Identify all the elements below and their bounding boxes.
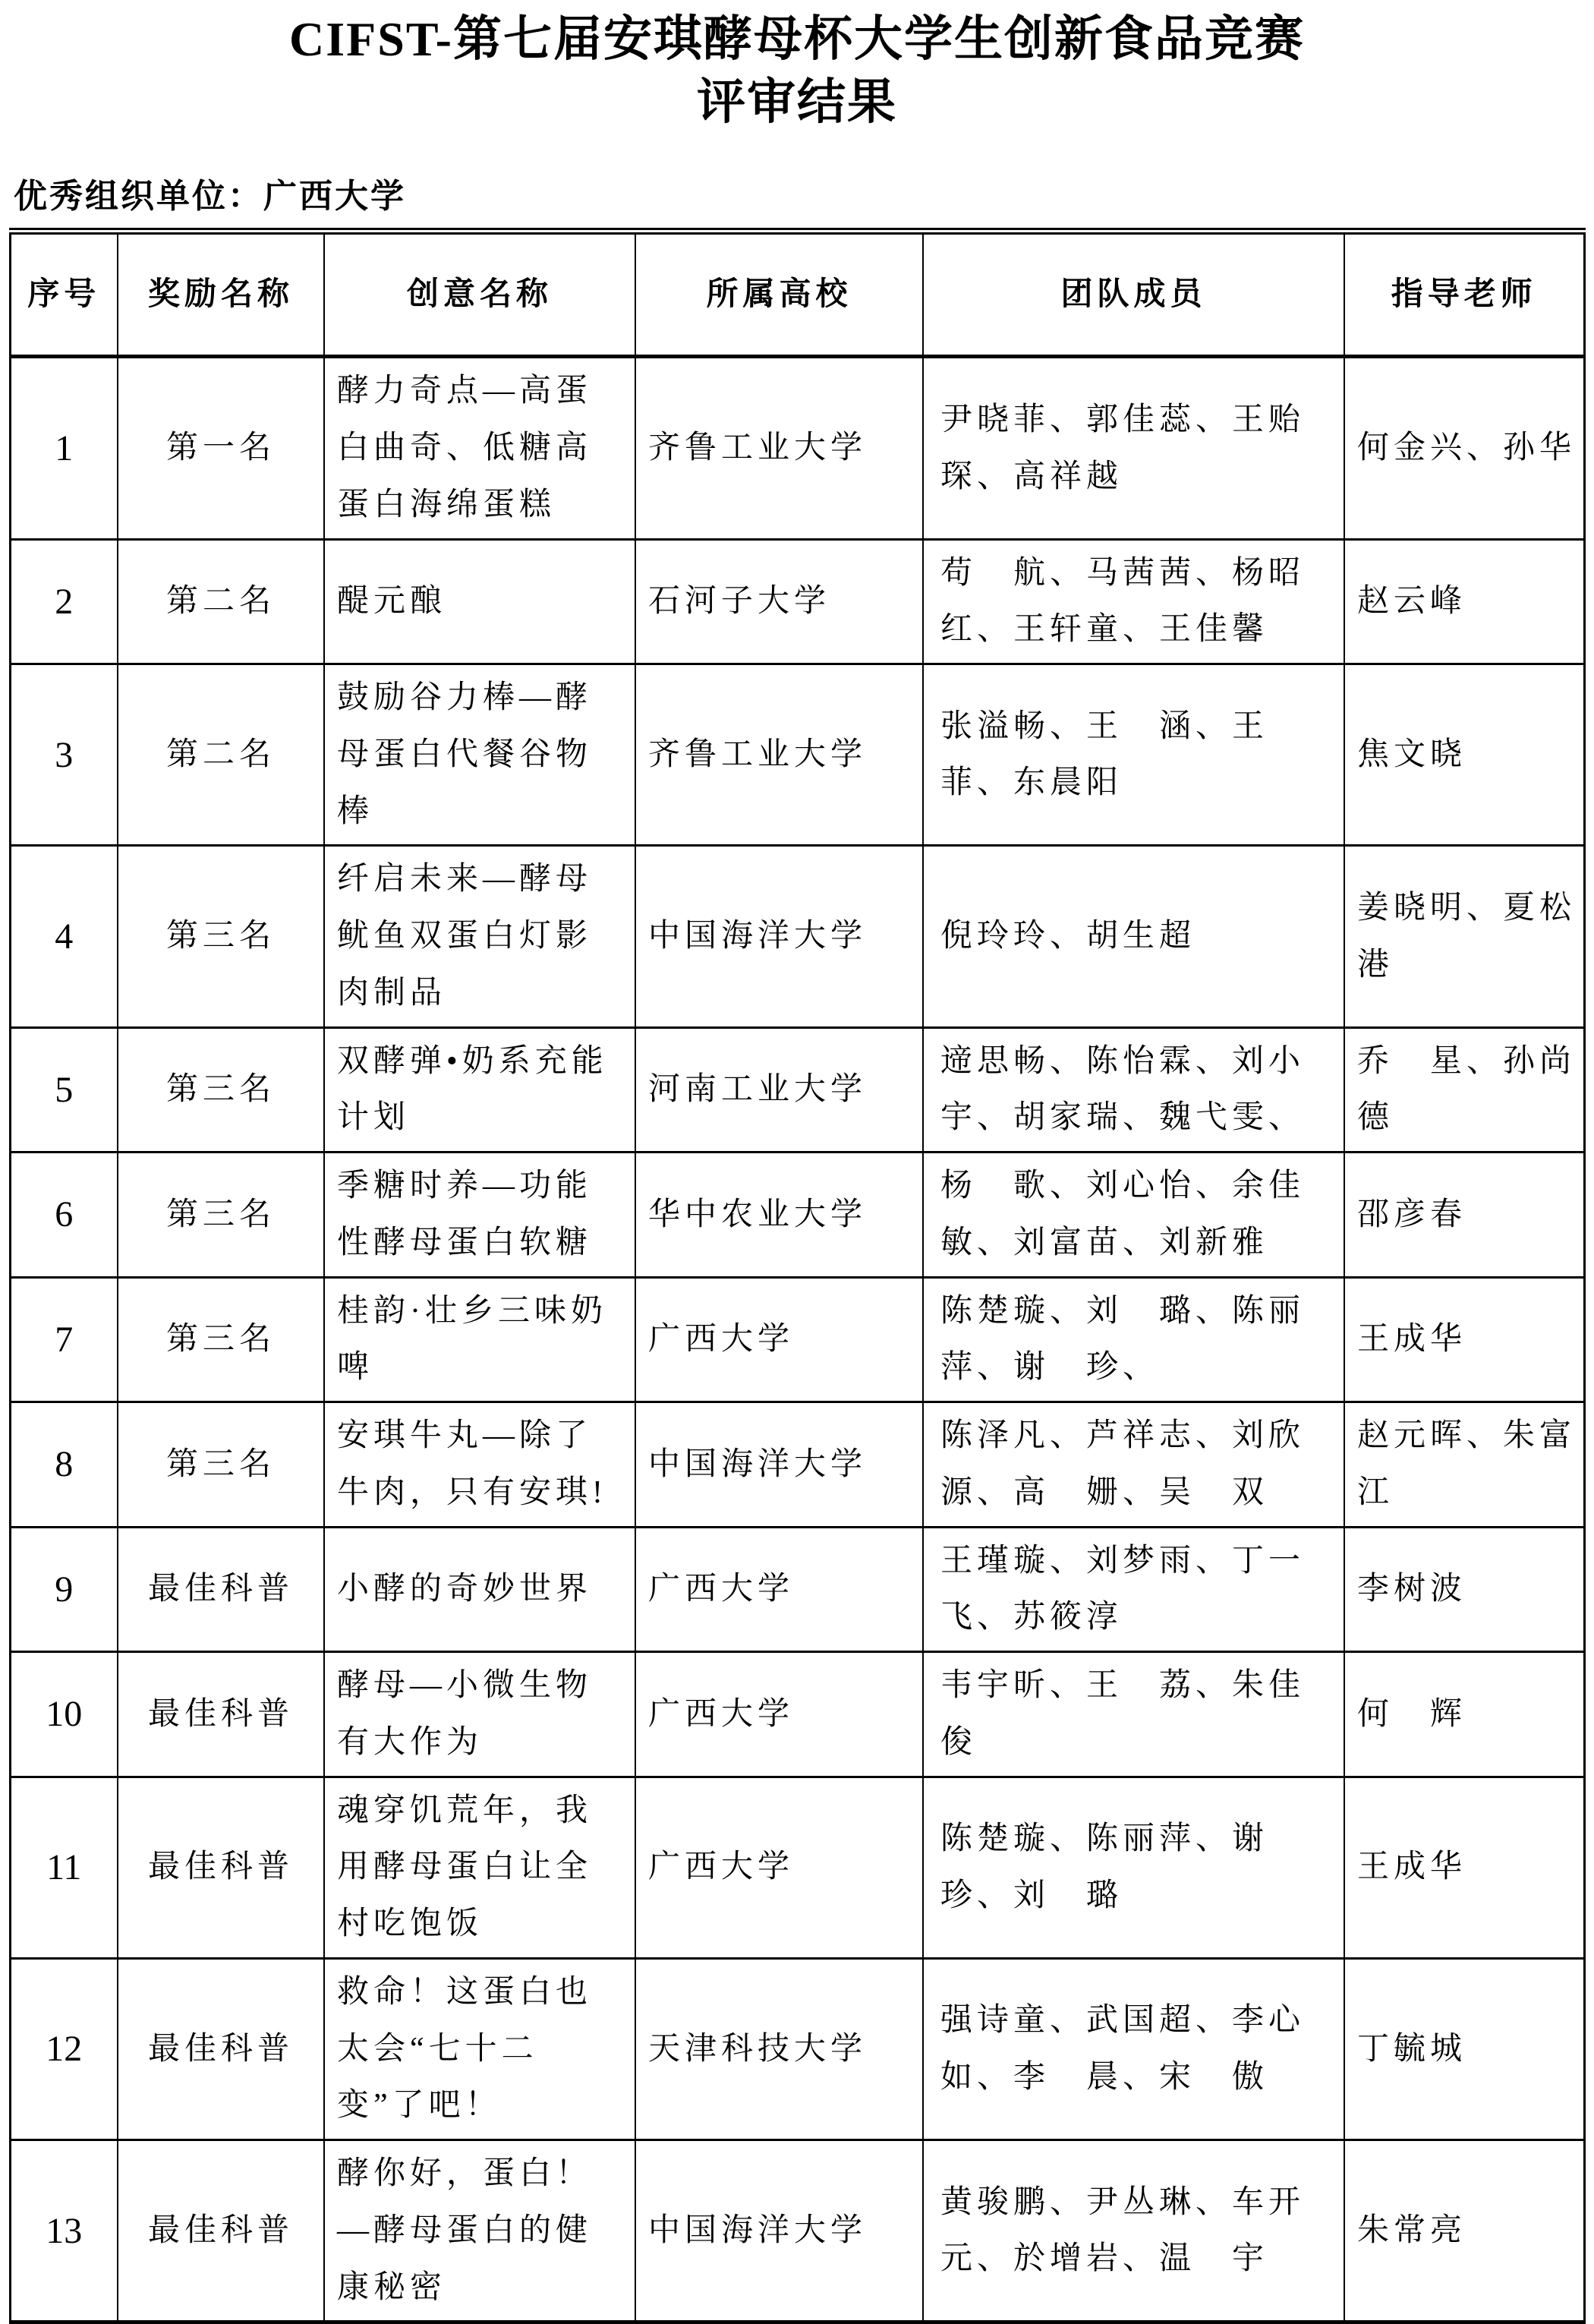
- cell-serial-number: 8: [10, 1402, 118, 1528]
- cell-school: 齐鲁工业大学: [635, 357, 923, 539]
- cell-idea-name: 魂穿饥荒年，我用酵母蛋白让全村吃饱饭: [324, 1777, 635, 1958]
- cell-award-name: 最佳科普: [118, 2140, 324, 2322]
- cell-award-name: 第三名: [118, 1277, 324, 1402]
- cell-advisor: 赵元晖、朱富江: [1344, 1402, 1584, 1528]
- cell-team-members: 杨 歌、刘心怡、余佳敏、刘富苗、刘新雅: [923, 1153, 1344, 1278]
- header-idea-name: 创意名称: [324, 232, 635, 357]
- table-row: [10, 1153, 1584, 1278]
- header-advisor: 指导老师: [1344, 232, 1584, 357]
- cell-serial-number: 9: [10, 1527, 118, 1652]
- cell-team-members: 陈楚璇、陈丽萍、谢 珍、刘 璐: [923, 1777, 1344, 1958]
- header-row: [10, 232, 1584, 357]
- cell-idea-name: 桂韵·壮乡三味奶啤: [324, 1277, 635, 1402]
- organizer-subtitle: 优秀组织单位：广西大学: [14, 178, 406, 216]
- cell-team-members: 韦宇昕、王 荔、朱佳俊: [923, 1652, 1344, 1777]
- document-title-line1: CIFST-第七届安琪酵母杯大学生创新食品竞赛: [289, 12, 1305, 66]
- table-header: [10, 232, 1584, 357]
- cell-advisor: 朱常亮: [1344, 2140, 1584, 2322]
- cell-team-members: 倪玲玲、胡生超: [923, 846, 1344, 1027]
- cell-idea-name: 救命！这蛋白也太会“七十二变”了吧！: [324, 1958, 635, 2140]
- header-team-members: 团队成员: [923, 232, 1344, 357]
- cell-team-members: 黄骏鹏、尹丛琳、车开元、於增岩、温 宇: [923, 2140, 1344, 2322]
- table-row: [10, 1402, 1584, 1528]
- cell-team-members: 遆思畅、陈怡霖、刘小宇、胡家瑞、魏弋雯、: [923, 1027, 1344, 1153]
- cell-advisor: 赵云峰: [1344, 539, 1584, 664]
- header-school: 所属高校: [635, 232, 923, 357]
- cell-idea-name: 鼓励谷力棒—酵母蛋白代餐谷物棒: [324, 664, 635, 846]
- cell-idea-name: 醍元酿: [324, 539, 635, 664]
- results-table: [9, 228, 1586, 2324]
- document-title-line2: 评审结果: [697, 75, 897, 130]
- cell-serial-number: 1: [10, 357, 118, 539]
- cell-advisor: 王成华: [1344, 1277, 1584, 1402]
- cell-serial-number: 3: [10, 664, 118, 846]
- cell-idea-name: 安琪牛丸—除了牛肉，只有安琪!: [324, 1402, 635, 1528]
- cell-idea-name: 酵母—小微生物有大作为: [324, 1652, 635, 1777]
- cell-idea-name: 季糖时养—功能性酵母蛋白软糖: [324, 1153, 635, 1278]
- cell-team-members: 张溢畅、王 涵、王菲、东晨阳: [923, 664, 1344, 846]
- table-row: [10, 1777, 1584, 1958]
- cell-serial-number: 5: [10, 1027, 118, 1153]
- cell-award-name: 第二名: [118, 664, 324, 846]
- cell-advisor: 何 辉: [1344, 1652, 1584, 1777]
- cell-advisor: 邵彦春: [1344, 1153, 1584, 1278]
- cell-school: 广西大学: [635, 1277, 923, 1402]
- cell-school: 石河子大学: [635, 539, 923, 664]
- cell-award-name: 最佳科普: [118, 1527, 324, 1652]
- table-row: [10, 1027, 1584, 1153]
- cell-school: 中国海洋大学: [635, 1402, 923, 1528]
- document-title: [0, 8, 1594, 134]
- cell-award-name: 第二名: [118, 539, 324, 664]
- cell-serial-number: 2: [10, 539, 118, 664]
- cell-idea-name: 双酵弹•奶系充能计划: [324, 1027, 635, 1153]
- table-row: [10, 846, 1584, 1027]
- cell-school: 中国海洋大学: [635, 846, 923, 1027]
- header-serial-number: 序号: [10, 232, 118, 357]
- cell-team-members: 陈楚璇、刘 璐、陈丽萍、谢 珍、: [923, 1277, 1344, 1402]
- table-body: [10, 357, 1584, 2322]
- cell-school: 华中农业大学: [635, 1153, 923, 1278]
- table-row: [10, 1527, 1584, 1652]
- cell-school: 天津科技大学: [635, 1958, 923, 2140]
- table-row: [10, 1958, 1584, 2140]
- table-row: [10, 1652, 1584, 1777]
- cell-school: 广西大学: [635, 1527, 923, 1652]
- cell-serial-number: 11: [10, 1777, 118, 1958]
- cell-idea-name: 酵力奇点—高蛋白曲奇、低糖高蛋白海绵蛋糕: [324, 357, 635, 539]
- header-award-name: 奖励名称: [118, 232, 324, 357]
- cell-advisor: 丁毓城: [1344, 1958, 1584, 2140]
- cell-serial-number: 12: [10, 1958, 118, 2140]
- cell-serial-number: 7: [10, 1277, 118, 1402]
- cell-serial-number: 13: [10, 2140, 118, 2322]
- cell-advisor: 焦文晓: [1344, 664, 1584, 846]
- cell-advisor: 乔 星、孙尚德: [1344, 1027, 1584, 1153]
- cell-school: 河南工业大学: [635, 1027, 923, 1153]
- cell-idea-name: 小酵的奇妙世界: [324, 1527, 635, 1652]
- cell-idea-name: 酵你好，蛋白！—酵母蛋白的健康秘密: [324, 2140, 635, 2322]
- cell-award-name: 第三名: [118, 1402, 324, 1528]
- cell-school: 广西大学: [635, 1652, 923, 1777]
- table-row: [10, 1277, 1584, 1402]
- cell-award-name: 第三名: [118, 1027, 324, 1153]
- cell-team-members: 陈泽凡、芦祥志、刘欣源、高 姗、吴 双: [923, 1402, 1344, 1528]
- cell-idea-name: 纤启未来—酵母鱿鱼双蛋白灯影肉制品: [324, 846, 635, 1027]
- cell-school: 广西大学: [635, 1777, 923, 1958]
- table-row: [10, 357, 1584, 539]
- cell-award-name: 最佳科普: [118, 1777, 324, 1958]
- cell-team-members: 尹晓菲、郭佳蕊、王贻琛、高祥越: [923, 357, 1344, 539]
- cell-serial-number: 10: [10, 1652, 118, 1777]
- cell-award-name: 第一名: [118, 357, 324, 539]
- cell-award-name: 第三名: [118, 1153, 324, 1278]
- cell-award-name: 最佳科普: [118, 1652, 324, 1777]
- cell-school: 中国海洋大学: [635, 2140, 923, 2322]
- cell-advisor: 李树波: [1344, 1527, 1584, 1652]
- cell-advisor: 王成华: [1344, 1777, 1584, 1958]
- cell-team-members: 强诗童、武国超、李心如、李 晨、宋 傲: [923, 1958, 1344, 2140]
- cell-advisor: 姜晓明、夏松港: [1344, 846, 1584, 1027]
- cell-team-members: 苟 航、马茜茜、杨昭红、王轩童、王佳馨: [923, 539, 1344, 664]
- cell-advisor: 何金兴、孙华: [1344, 357, 1584, 539]
- cell-school: 齐鲁工业大学: [635, 664, 923, 846]
- table-row: [10, 2140, 1584, 2322]
- cell-serial-number: 6: [10, 1153, 118, 1278]
- cell-serial-number: 4: [10, 846, 118, 1027]
- cell-award-name: 第三名: [118, 846, 324, 1027]
- table-row: [10, 664, 1584, 846]
- table-row: [10, 539, 1584, 664]
- cell-team-members: 王瑾璇、刘梦雨、丁一飞、苏筱淳: [923, 1527, 1344, 1652]
- cell-award-name: 最佳科普: [118, 1958, 324, 2140]
